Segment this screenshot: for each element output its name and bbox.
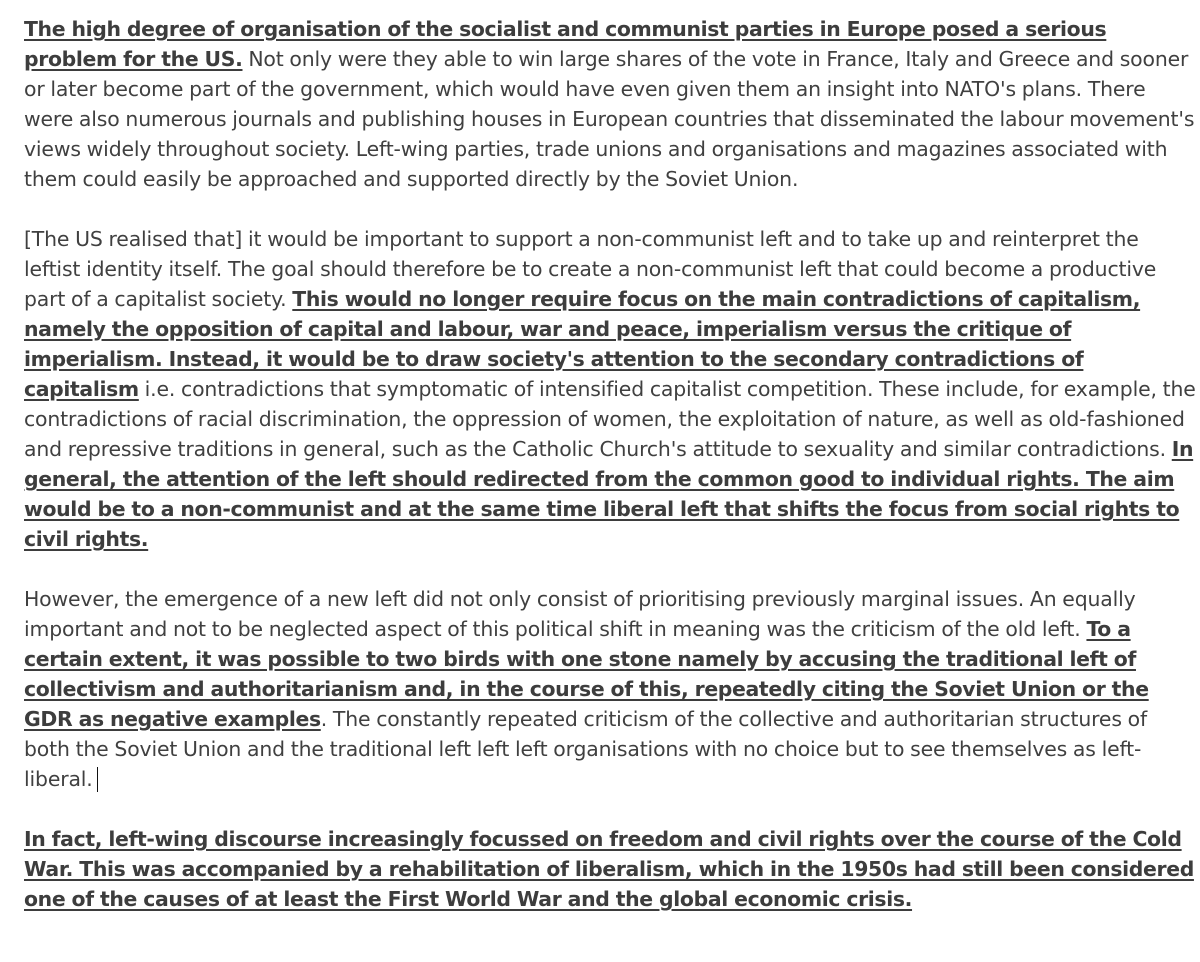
highlighted-text: To a certain extent, it was possible to two birds with one stone namely by accusing the traditional left of collectivism and authoritarianism and, in the course of this, repeatedly citing the Soviet Union or the GDR as negative examples [24,617,1149,731]
paragraph-2 [24,224,1196,554]
body-text: However, the emergence of a new left did not only consist of prioritising previously marginal issues. An equally important and not to be neglected aspect of this political shift in meaning was the criticism of the old left. [24,587,1136,641]
text-cursor [97,767,99,792]
document-body[interactable] [24,14,1196,944]
body-text: i.e. contradictions that symptomatic of intensified capitalist competition. These include, for example, the contradictions of racial discrimination, the oppression of women, the exploitation of nature, as well as old-fashioned and repressive traditions in general, such as the Catholic Church's attitude to sexuality and similar contradictions. [24,377,1196,461]
highlighted-text: In fact, left-wing discourse increasingly focussed on freedom and civil rights over the course of the Cold War. This was accompanied by a rehabilitation of liberalism, which in the 1950s had still been considered one of the causes of at least the First World War and the global economic crisis. [24,827,1194,911]
body-text: Not only were they able to win large shares of the vote in France, Italy and Greece and sooner or later become part of the government, which would have even given them an insight into NATO's plans. There were also numerous journals and publishing houses in European countries that disseminated the labour movement's views widely throughout society. Left-wing parties, trade unions and organisations and magazines associated with them could easily be approached and supported directly by the Soviet Union. [24,47,1195,191]
highlighted-text: This would no longer require focus on the main contradictions of capitalism, namely the opposition of capital and labour, war and peace, imperialism versus the critique of imperialism. Instead, it would be to draw society's attention to the secondary contradictions of capitalism [24,287,1141,401]
body-text: [The US realised that] it would be important to support a non-communist left and to take up and reinterpret the leftist identity itself. The goal should therefore be to create a non-communist left that could become a productive part of a capitalist society. [24,227,1157,311]
body-text: . The constantly repeated criticism of the collective and authoritarian structures of both the Soviet Union and the traditional left left left organisations with no choice but to see themselves as left-liberal. [24,707,1147,791]
highlighted-text: The high degree of organisation of the socialist and communist parties in Europe posed a serious problem for the US. [24,17,1107,71]
paragraph-4 [24,824,1196,914]
paragraph-1 [24,14,1196,194]
paragraph-3 [24,584,1196,794]
highlighted-text: In general, the attention of the left should redirected from the common good to individual rights. The aim would be to a non-communist and at the same time liberal left that shifts the focus from social rights to civil rights. [24,437,1194,551]
